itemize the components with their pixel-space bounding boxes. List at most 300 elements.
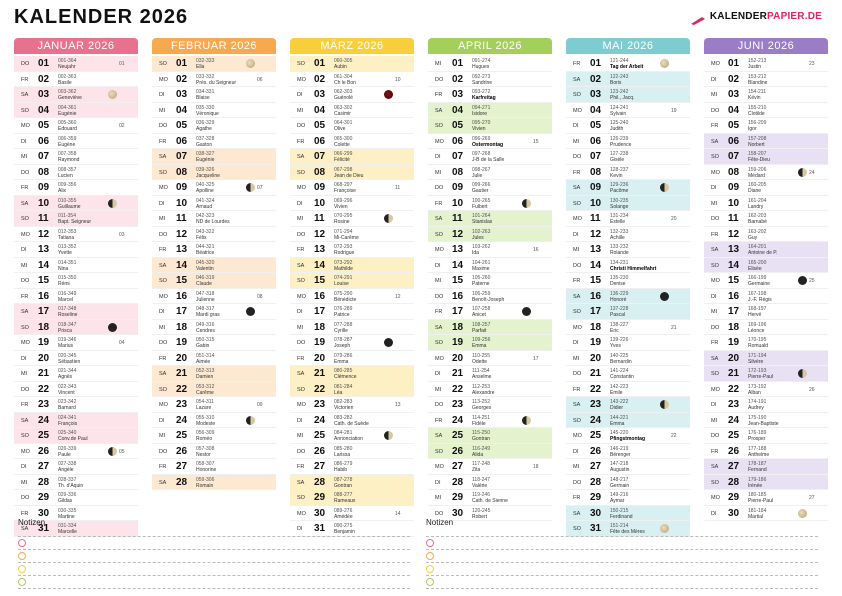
day-of-year: 052-313 <box>196 368 215 374</box>
weekday-label: SA <box>435 324 443 331</box>
day-row <box>14 320 138 336</box>
day-of-year: 014-351 <box>58 259 77 266</box>
day-row <box>290 87 414 103</box>
note-line[interactable] <box>426 549 818 550</box>
day-row <box>152 258 276 274</box>
name-day: Eric <box>610 327 619 334</box>
day-of-year: 028-337 <box>58 476 77 483</box>
day-row <box>290 304 414 320</box>
day-number: 02 <box>590 73 602 85</box>
day-number: 21 <box>590 368 602 379</box>
week-number: 05 <box>119 448 125 455</box>
day-number: 25 <box>452 430 464 441</box>
name-day: Vivien <box>334 203 348 210</box>
weekday-label: DO <box>435 402 444 408</box>
day-row <box>704 366 828 382</box>
name-day: Apolline <box>196 188 214 194</box>
weekday-label: SO <box>435 340 443 346</box>
holiday-name: Pfingstmontag <box>610 436 645 442</box>
weekday-label: MO <box>21 123 30 129</box>
weekday-label: MO <box>435 247 444 253</box>
weekday-label: DI <box>711 76 717 83</box>
name-day: Maxime <box>472 265 490 272</box>
weekday-label: SA <box>573 510 581 517</box>
weekday-label: FR <box>573 169 581 176</box>
note-line[interactable] <box>426 536 818 537</box>
day-number: 22 <box>590 383 602 395</box>
day-of-year: 053-312 <box>196 383 215 390</box>
day-row <box>152 165 276 181</box>
day-number: 01 <box>314 58 326 69</box>
day-number: 30 <box>314 507 326 519</box>
day-number: 09 <box>728 182 740 193</box>
day-of-year: 115-250 <box>472 430 490 436</box>
brand-logo <box>690 11 822 22</box>
day-of-year: 080-285 <box>334 368 353 374</box>
day-number: 28 <box>590 476 602 488</box>
weekday-label: DI <box>297 417 303 424</box>
name-day: Claude <box>196 281 212 287</box>
day-row <box>704 304 828 320</box>
day-of-year: 137-228 <box>610 306 629 312</box>
day-number: 09 <box>314 182 326 193</box>
weekday-label: MI <box>297 216 304 222</box>
name-day: Jules <box>472 234 484 241</box>
day-number: 13 <box>728 244 740 255</box>
weekday-label: FR <box>711 448 719 455</box>
day-row <box>428 444 552 460</box>
day-row <box>704 397 828 413</box>
day-of-year: 069-296 <box>334 197 353 204</box>
name-day: Paule <box>58 451 71 458</box>
half-moon-icon <box>798 369 807 378</box>
new-moon-icon <box>798 276 807 285</box>
day-of-year: 051-314 <box>196 352 215 359</box>
note-line[interactable] <box>18 536 410 537</box>
day-number: 15 <box>452 275 464 286</box>
weekday-label: FR <box>159 464 167 470</box>
day-row <box>290 382 414 398</box>
name-day: Aubin <box>334 64 347 70</box>
day-number: 20 <box>452 352 464 364</box>
note-line[interactable] <box>426 575 818 576</box>
weekday-label: DI <box>435 262 441 269</box>
name-day: Phil., Jacq. <box>610 95 635 101</box>
day-of-year: 074-291 <box>334 275 353 281</box>
weekday-label: FR <box>573 495 581 501</box>
weekday-label: MI <box>435 278 442 284</box>
weekday-label: SA <box>297 371 305 377</box>
name-day: Clotilde <box>748 110 765 117</box>
day-row <box>152 56 276 72</box>
day-of-year: 117-248 <box>472 461 490 467</box>
day-row <box>566 56 690 72</box>
day-row <box>14 382 138 398</box>
weekday-label: MO <box>297 185 306 191</box>
name-day: Nestor <box>196 451 211 458</box>
weekday-label: SO <box>573 309 581 315</box>
holiday-name: Ostermontag <box>472 141 504 148</box>
weekday-label: MO <box>159 76 168 83</box>
day-row <box>428 475 552 491</box>
day-number: 03 <box>452 89 464 100</box>
notes-label: Notizen <box>18 518 46 527</box>
day-number: 04 <box>728 104 740 116</box>
weekday-label: SA <box>21 200 29 207</box>
weekday-label: SA <box>711 138 719 145</box>
name-day: Alix <box>58 188 67 194</box>
day-number: 18 <box>314 321 326 333</box>
name-day: Françoise <box>334 188 356 194</box>
weekday-label: DI <box>159 92 165 98</box>
day-row <box>704 273 828 289</box>
day-of-year: 099-266 <box>472 182 491 188</box>
day-row <box>566 382 690 398</box>
weekday-label: DO <box>297 340 306 346</box>
day-row <box>14 72 138 88</box>
day-row <box>152 335 276 351</box>
name-day: Estelle <box>610 219 626 225</box>
day-of-year: 041-324 <box>196 197 215 204</box>
day-row <box>428 459 552 475</box>
day-of-year: 067-298 <box>334 166 353 173</box>
weekday-label: MI <box>573 138 580 145</box>
name-day: Robert <box>472 513 488 520</box>
day-number: 04 <box>176 104 188 116</box>
day-number: 11 <box>314 213 325 224</box>
day-of-year: 004-361 <box>58 104 77 111</box>
name-day: Diane <box>748 188 762 194</box>
weekday-label: SA <box>21 526 29 532</box>
note-line[interactable] <box>426 588 818 589</box>
weekday-label: DI <box>711 510 717 517</box>
day-number: 28 <box>38 476 50 488</box>
note-line[interactable] <box>18 575 410 576</box>
day-number: 01 <box>452 58 464 69</box>
name-day: Solange <box>610 203 629 210</box>
name-day: Yvette <box>58 250 72 256</box>
day-row <box>14 366 138 382</box>
name-day: Achille <box>610 234 625 241</box>
weekday-label: MO <box>573 216 582 222</box>
day-row <box>428 351 552 367</box>
day-number: 25 <box>176 430 188 441</box>
name-day: Romain <box>196 482 214 489</box>
day-number: 10 <box>590 197 602 209</box>
month-header: FEBRUAR 2026 <box>152 38 276 54</box>
day-row <box>14 413 138 429</box>
name-day: Annonciation <box>334 436 363 442</box>
name-day: J-B de la Salle <box>472 157 505 163</box>
day-of-year: 023-342 <box>58 399 77 405</box>
note-line[interactable] <box>18 588 410 589</box>
day-of-year: 143-222 <box>610 399 629 405</box>
weekday-label: SO <box>711 371 719 377</box>
weekday-label: DO <box>573 479 582 486</box>
day-row <box>566 335 690 351</box>
day-number: 05 <box>314 120 326 131</box>
day-of-year: 049-316 <box>196 321 215 328</box>
day-of-year: 124-241 <box>610 104 629 111</box>
weekday-label: DI <box>21 247 27 253</box>
day-row <box>566 304 690 320</box>
day-row <box>14 87 138 103</box>
day-row <box>152 227 276 243</box>
week-number: 01 <box>119 61 125 67</box>
day-of-year: 035-330 <box>196 104 215 111</box>
weekday-label: SA <box>711 464 719 470</box>
weekday-label: FR <box>297 464 305 470</box>
day-of-year: 180-185 <box>748 492 767 498</box>
name-day: Odette <box>472 358 488 365</box>
day-row <box>290 180 414 196</box>
weekday-label: SA <box>435 216 443 222</box>
weekday-label: DI <box>159 309 165 315</box>
name-day: Stanislas <box>472 219 493 225</box>
weekday-label: MI <box>435 61 442 67</box>
day-row <box>290 320 414 336</box>
day-of-year: 098-267 <box>472 166 491 173</box>
note-bullet-icon <box>18 539 26 547</box>
note-line[interactable] <box>18 562 410 563</box>
name-day: Eugène <box>58 141 76 148</box>
week-number: 20 <box>671 216 677 222</box>
day-row <box>290 444 414 460</box>
weekday-label: MI <box>573 355 580 362</box>
new-moon-icon <box>108 323 117 332</box>
weekday-label: SO <box>21 433 29 439</box>
day-number: 14 <box>176 259 188 271</box>
day-row <box>290 258 414 274</box>
name-day: Louise <box>334 281 349 287</box>
name-day: Rosine <box>334 219 350 225</box>
name-day: Anthelme <box>748 451 770 458</box>
day-row <box>566 180 690 196</box>
day-row <box>428 490 552 506</box>
day-row <box>152 382 276 398</box>
weekday-label: DI <box>573 123 579 129</box>
weekday-label: SO <box>711 479 719 486</box>
name-day: Prudence <box>610 141 632 148</box>
name-day: Colette <box>334 141 350 148</box>
weekday-label: DI <box>21 464 27 470</box>
day-number: 16 <box>452 290 464 302</box>
name-day: Fête-Dieu <box>748 157 770 163</box>
day-row <box>428 196 552 212</box>
weekday-label: SO <box>297 278 305 284</box>
day-number: 01 <box>590 58 602 69</box>
name-day: Damien <box>196 374 214 380</box>
day-of-year: 038-327 <box>196 151 215 157</box>
weekday-label: MI <box>159 107 166 114</box>
day-number: 28 <box>452 476 464 488</box>
day-number: 23 <box>38 399 50 410</box>
name-day: Sébastien <box>58 358 81 365</box>
day-row <box>566 196 690 212</box>
day-of-year: 054-311 <box>196 399 214 405</box>
day-of-year: 026-339 <box>58 445 77 452</box>
day-number: 08 <box>176 166 188 178</box>
weekday-label: DO <box>573 262 582 269</box>
weekday-label: SA <box>435 433 443 439</box>
weekday-label: FR <box>159 247 167 253</box>
day-of-year: 070-295 <box>334 213 353 219</box>
day-row <box>566 72 690 88</box>
weekday-label: MO <box>435 464 444 470</box>
name-day: Guy <box>748 234 758 241</box>
name-day: Angèle <box>58 467 74 473</box>
day-of-year: 112-253 <box>472 383 490 390</box>
day-row <box>152 351 276 367</box>
day-row <box>566 87 690 103</box>
day-row <box>290 149 414 165</box>
name-day: ND de Lourdes <box>196 219 230 225</box>
weekday-label: DO <box>159 340 168 346</box>
name-day: Benjamin <box>334 529 355 535</box>
weekday-label: MI <box>711 200 718 207</box>
name-day: Mathilde <box>334 265 353 272</box>
note-bullet-icon <box>18 565 26 573</box>
name-day: Paterne <box>472 281 490 287</box>
day-row <box>428 366 552 382</box>
weekday-label: DO <box>435 510 444 517</box>
day-of-year: 096-269 <box>472 135 491 142</box>
new-moon-icon <box>384 338 393 347</box>
day-of-year: 002-363 <box>58 73 77 80</box>
day-row <box>428 428 552 444</box>
day-of-year: 169-196 <box>748 321 767 328</box>
day-of-year: 174-191 <box>748 399 767 405</box>
day-of-year: 056-309 <box>196 430 215 436</box>
weekday-label: FR <box>297 247 305 253</box>
name-day: Pierre-Paul <box>748 374 774 380</box>
weekday-label: SO <box>297 495 305 501</box>
week-number: 03 <box>119 231 125 238</box>
name-day: Gisèle <box>610 157 625 163</box>
name-day: Antoine de P. <box>748 250 778 256</box>
name-day: Rameaux <box>334 498 356 504</box>
weekday-label: MI <box>573 247 580 253</box>
day-of-year: 108-257 <box>472 321 491 328</box>
day-row <box>14 490 138 506</box>
day-number: 03 <box>590 89 602 100</box>
day-of-year: 146-219 <box>610 445 629 452</box>
full-moon-icon <box>246 59 255 68</box>
name-day: Romuald <box>748 343 769 349</box>
name-day: Barnard <box>58 405 76 411</box>
day-of-year: 177-188 <box>748 445 767 452</box>
day-of-year: 065-300 <box>334 135 353 142</box>
day-of-year: 029-336 <box>58 492 77 498</box>
day-number: 23 <box>452 399 464 410</box>
day-number: 17 <box>728 306 740 317</box>
day-of-year: 021-344 <box>58 368 77 374</box>
day-row <box>290 490 414 506</box>
day-of-year: 118-247 <box>472 476 490 483</box>
name-day: Vincent <box>58 389 75 396</box>
name-day: Edouard <box>58 126 77 132</box>
day-row <box>704 149 828 165</box>
weekday-label: FR <box>159 138 167 145</box>
day-row <box>290 397 414 413</box>
day-of-year: 106-259 <box>472 290 491 297</box>
weekday-label: DO <box>297 231 306 238</box>
day-number: 07 <box>176 151 188 162</box>
weekday-label: FR <box>435 92 443 98</box>
note-line[interactable] <box>426 562 818 563</box>
day-row <box>704 444 828 460</box>
weekday-label: DI <box>573 340 579 346</box>
day-number: 08 <box>728 166 740 178</box>
day-number: 21 <box>38 368 50 379</box>
day-number: 28 <box>314 476 326 488</box>
name-day: François <box>58 420 78 427</box>
name-day: Raymond <box>58 157 80 163</box>
weekday-label: SO <box>21 216 29 222</box>
day-row <box>428 134 552 150</box>
day-number: 06 <box>176 135 188 147</box>
weekday-label: SA <box>435 107 443 114</box>
day-of-year: 156-209 <box>748 120 767 126</box>
day-of-year: 159-206 <box>748 166 767 173</box>
weekday-label: MI <box>21 262 28 269</box>
day-row <box>566 413 690 429</box>
day-of-year: 163-202 <box>748 228 767 235</box>
day-row <box>290 351 414 367</box>
day-number: 31 <box>590 523 602 534</box>
day-row <box>428 242 552 258</box>
day-row <box>290 103 414 119</box>
notes-left <box>18 518 410 527</box>
day-row <box>428 413 552 429</box>
day-of-year: 082-283 <box>334 399 353 405</box>
note-line[interactable] <box>18 549 410 550</box>
day-number: 14 <box>314 259 326 271</box>
day-number: 27 <box>590 461 602 472</box>
day-of-year: 087-278 <box>334 476 353 483</box>
day-number: 09 <box>176 182 188 193</box>
weekday-label: MI <box>435 169 442 176</box>
name-day: Larissa <box>334 451 351 458</box>
day-of-year: 073-292 <box>334 259 353 266</box>
weekday-label: DO <box>711 433 720 439</box>
name-day: Rémi <box>58 281 70 287</box>
weekday-label: SO <box>297 61 305 67</box>
week-number: 15 <box>533 138 539 145</box>
name-day: Emma <box>610 420 625 427</box>
day-row <box>704 72 828 88</box>
week-number: 18 <box>533 464 539 470</box>
name-day: Honorine <box>196 467 217 473</box>
day-row <box>428 335 552 351</box>
day-row <box>290 428 414 444</box>
name-day: Emile <box>610 389 623 396</box>
day-number: 29 <box>314 492 326 503</box>
day-row <box>428 103 552 119</box>
day-number: 20 <box>38 352 50 364</box>
week-number: 06 <box>257 76 263 83</box>
weekday-label: MI <box>435 386 442 393</box>
name-day: Jean de Dieu <box>334 172 364 179</box>
weekday-label: SA <box>21 309 29 315</box>
day-number: 29 <box>452 492 464 503</box>
weekday-label: SA <box>573 402 581 408</box>
month-header: APRIL 2026 <box>428 38 552 54</box>
day-row <box>704 335 828 351</box>
day-number: 29 <box>590 492 602 503</box>
day-row <box>152 242 276 258</box>
day-of-year: 089-276 <box>334 507 353 514</box>
